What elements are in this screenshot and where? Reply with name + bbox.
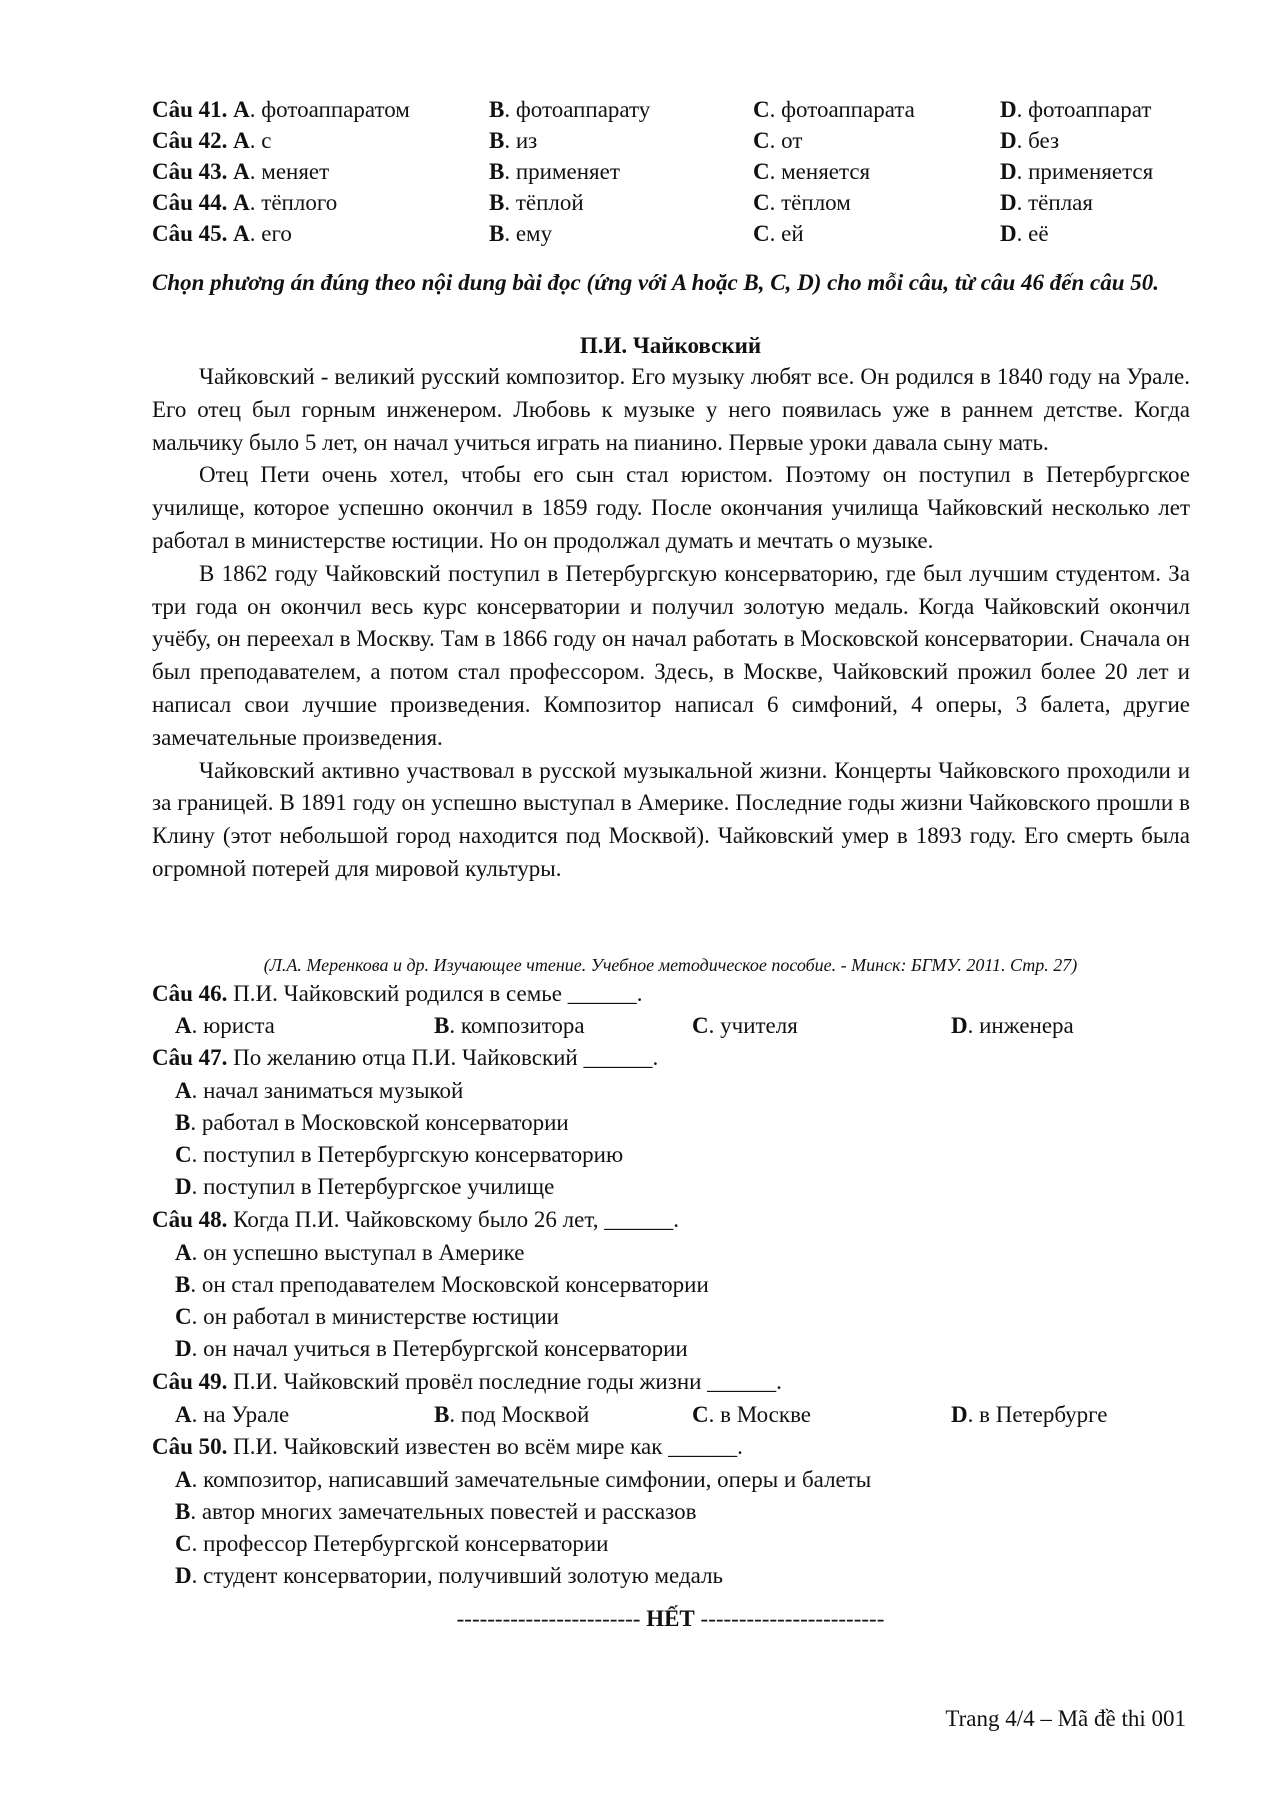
option-b: B. работал в Московской консерватории [175, 1110, 569, 1135]
passage-title: П.И. Чайковский [579, 333, 762, 358]
question-49: Câu 49. П.И. Чайковский провёл последние годы жизни ______. [152, 1369, 782, 1394]
option-c: C. поступил в Петербургскую консерваторию [175, 1142, 624, 1167]
option-b: B. из [489, 128, 538, 153]
option-a: A. начал заниматься музыкой [175, 1078, 464, 1103]
option-b: B. фотоаппарату [489, 97, 651, 122]
option-b: B. тёплой [489, 190, 584, 215]
question-number: Câu 44. [152, 190, 228, 215]
passage-paragraph: В 1862 году Чайковский поступил в Петербургскую консерваторию, где был лучшим студентом. За три года он окончил весь курс консерватории и получил золотую медаль. Когда Чайковский окончил учёбу, он переехал в Москву. Там в 1866 году он начал работать в Московской консерватории. Сначала он был преподавателем, а потом стал профессором. Здесь, в Москве, Чайковский прожил более 20 лет и написал свои лучшие произведения. Композитор написал 6 симфоний, 4 оперы, 3 балета, другие замечательные произведения. [152, 560, 1190, 750]
question-50: Câu 50. П.И. Чайковский известен во всём мире как ______. [152, 1434, 743, 1459]
option-d: D. поступил в Петербургское училище [175, 1174, 555, 1199]
option-b: B. под Москвой [434, 1402, 590, 1427]
option-d: D. фотоаппарат [1000, 97, 1152, 122]
reading-passage [152, 361, 1190, 886]
question-41: Câu 41. A. фотоаппаратом [152, 97, 410, 122]
option-d: D. её [1000, 221, 1049, 246]
option-a: A. на Урале [175, 1402, 290, 1427]
end-marker: ------------------------ HẾT ------------------------ [456, 1606, 885, 1631]
passage-paragraph: Чайковский - великий русский композитор. Его музыку любят все. Он родился в 1840 году на Урале. Его отец был горным инженером. Любовь к музыке у него появилась уже в раннем детстве. Когда мальчику было 5 лет, он начал учиться играть на пианино. Первые уроки давала сыну мать. [152, 364, 1190, 455]
passage-source: (Л.А. Меренкова и др. Изучающее чтение. Учебное методическое пособие. - Минск: БГМУ. 2011. Стр. 27) [263, 955, 1078, 975]
option-a: A. композитор, написавший замечательные симфонии, оперы и балеты [175, 1467, 872, 1492]
option-b: B. композитора [434, 1013, 585, 1038]
question-number: Câu 47. [152, 1045, 228, 1070]
option-d: D. тёплая [1000, 190, 1093, 215]
passage-paragraph: Чайковский активно участвовал в русской музыкальной жизни. Концерты Чайковского проходили и за границей. В 1891 году он успешно выступал в Америке. Последние годы жизни Чайковского прошли в Клину (этот небольшой город находится под Москвой). Чайковский умер в 1893 году. Его смерть была огромной потерей для мировой культуры. [152, 757, 1190, 881]
option-c: C. он работал в министерстве юстиции [175, 1304, 559, 1329]
question-number: Câu 48. [152, 1207, 228, 1232]
question-number: Câu 46. [152, 981, 228, 1006]
page-footer: Trang 4/4 – Mã đề thi 001 [945, 1706, 1186, 1731]
question-number: Câu 49. [152, 1369, 228, 1394]
option-c: C. профессор Петербургской консерватории [175, 1531, 609, 1556]
option-a: A. он успешно выступал в Америке [175, 1240, 525, 1265]
question-number: Câu 43. [152, 159, 228, 184]
option-b: B. применяет [489, 159, 620, 184]
question-44: Câu 44. A. тёплого [152, 190, 338, 215]
passage-paragraph: Отец Пети очень хотел, чтобы его сын стал юристом. Поэтому он поступил в Петербургское училище, которое успешно окончил в 1859 году. После окончания училища Чайковский несколько лет работал в министерстве юстиции. Но он продолжал думать и мечтать о музыке. [152, 462, 1190, 553]
option-b: B. ему [489, 221, 553, 246]
option-c: C. в Москве [692, 1402, 812, 1427]
question-number: Câu 50. [152, 1434, 228, 1459]
option-d: D. без [1000, 128, 1060, 153]
option-d: D. он начал учиться в Петербургской консерватории [175, 1336, 688, 1361]
option-d: D. в Петербурге [951, 1402, 1108, 1427]
option-c: C. от [753, 128, 803, 153]
question-45: Câu 45. A. его [152, 221, 292, 246]
option-d: D. инженера [951, 1013, 1074, 1038]
question-47: Câu 47. По желанию отца П.И. Чайковский ______. [152, 1045, 659, 1070]
option-b: B. автор многих замечательных повестей и рассказов [175, 1499, 697, 1524]
option-c: C. тёплом [753, 190, 851, 215]
option-c: C. учителя [692, 1013, 798, 1038]
question-number: Câu 45. [152, 221, 228, 246]
option-c: C. ей [753, 221, 804, 246]
option-d: D. студент консерватории, получивший золотую медаль [175, 1563, 724, 1588]
question-number: Câu 42. [152, 128, 228, 153]
question-number: Câu 41. [152, 97, 228, 122]
question-43: Câu 43. A. меняет [152, 159, 330, 184]
option-c: C. меняется [753, 159, 871, 184]
option-a: A. юриста [175, 1013, 275, 1038]
option-b: B. он стал преподавателем Московской консерватории [175, 1272, 709, 1297]
question-48: Câu 48. Когда П.И. Чайковскому было 26 лет, ______. [152, 1207, 679, 1232]
option-d: D. применяется [1000, 159, 1154, 184]
option-c: C. фотоаппарата [753, 97, 915, 122]
question-42: Câu 42. A. с [152, 128, 272, 153]
question-46: Câu 46. П.И. Чайковский родился в семье ______. [152, 981, 643, 1006]
instruction-text: Chọn phương án đúng theo nội dung bài đọc (ứng với A hoặc B, C, D) cho mỗi câu, từ câu 46 đến câu 50. [152, 270, 1160, 295]
